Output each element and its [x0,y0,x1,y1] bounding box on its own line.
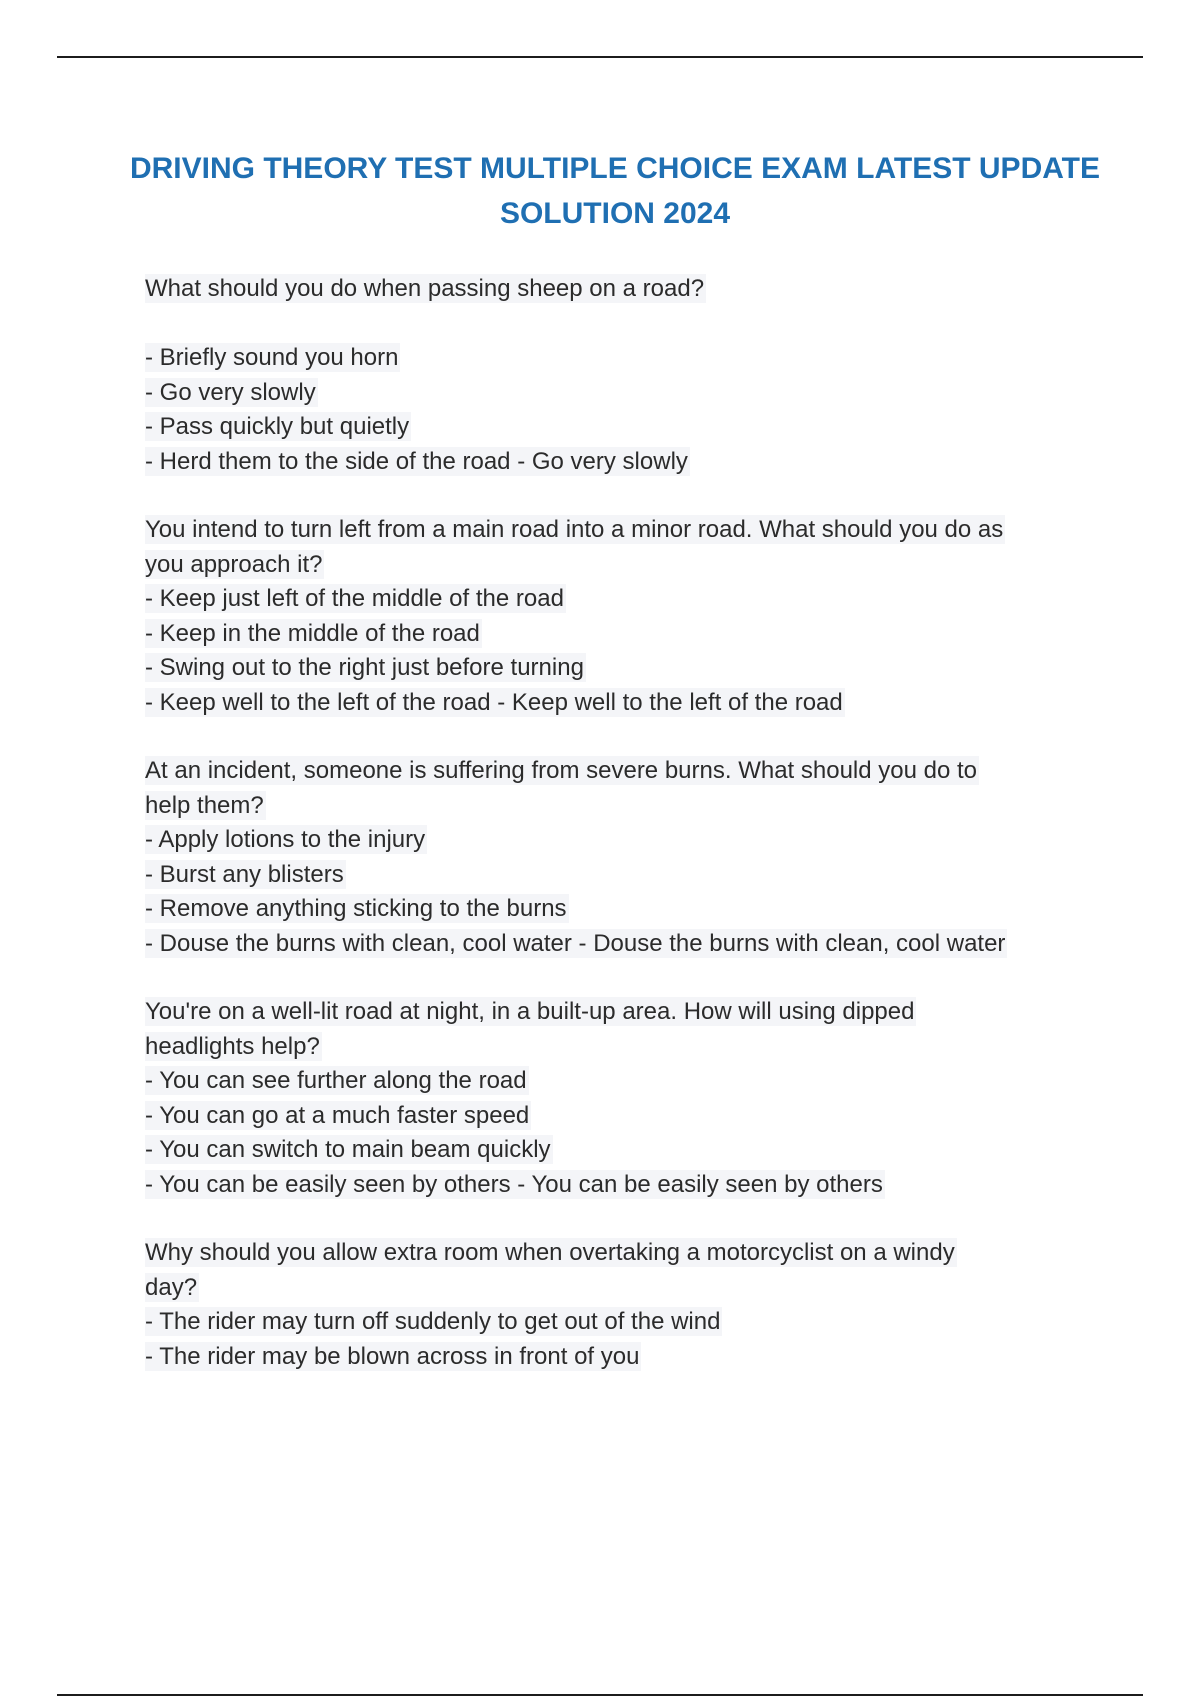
question-block [145,754,1105,961]
question-block [145,995,1105,1202]
question-text: What should you do when passing sheep on a road? [145,275,705,302]
header-rule [57,56,1143,58]
spacer [145,307,1105,342]
answer-option: - Herd them to the side of the road - Go very slowly [145,447,688,475]
answer-option: - Apply lotions to the injury [145,826,426,853]
question-block [145,272,1105,479]
answer-option: - The rider may be blown across in front of you [145,1342,640,1370]
question-text: Why should you allow extra room when overtaking a motorcyclist on a windy [145,1239,955,1266]
answer-option: - The rider may turn off suddenly to get out of the wind [145,1308,721,1335]
answer-option: - You can switch to main beam quickly [145,1136,551,1163]
question-text: headlights help? [145,1032,320,1060]
answer-option: - You can go at a much faster speed [145,1101,530,1129]
answer-option: - Burst any blisters [145,860,344,888]
answer-option: - You can see further along the road [145,1067,527,1094]
footer-rule [57,1694,1143,1696]
answer-option: - Go very slowly [145,378,316,406]
answer-option: - Keep just left of the middle of the road [145,585,564,612]
answer-option: - You can be easily seen by others - You can be easily seen by others [145,1170,883,1198]
question-text: you approach it? [145,550,323,578]
answer-option: - Briefly sound you horn [145,344,399,371]
question-block [145,1236,1105,1374]
question-list [145,272,1105,1408]
question-text: You intend to turn left from a main road into a minor road. What should you do as [145,516,1004,543]
question-text: At an incident, someone is suffering from severe burns. What should you do to [145,757,978,784]
answer-option: - Pass quickly but quietly [145,413,410,440]
question-block [145,513,1105,720]
answer-option: - Keep in the middle of the road [145,619,480,647]
answer-option: - Keep well to the left of the road - Keep well to the left of the road [145,688,843,716]
question-text: You're on a well-lit road at night, in a built-up area. How will using dipped [145,998,915,1025]
answer-option: - Douse the burns with clean, cool water - Douse the burns with clean, cool water [145,929,1006,957]
title-line-2: SOLUTION 2024 [499,197,731,230]
answer-option: - Swing out to the right just before turning [145,654,584,681]
question-text: help them? [145,791,264,819]
answer-option: - Remove anything sticking to the burns [145,895,567,922]
title-line-1: DRIVING THEORY TEST MULTIPLE CHOICE EXAM LATEST UPDATE [129,152,1101,185]
page-title [120,146,1110,236]
question-text: day? [145,1273,198,1301]
